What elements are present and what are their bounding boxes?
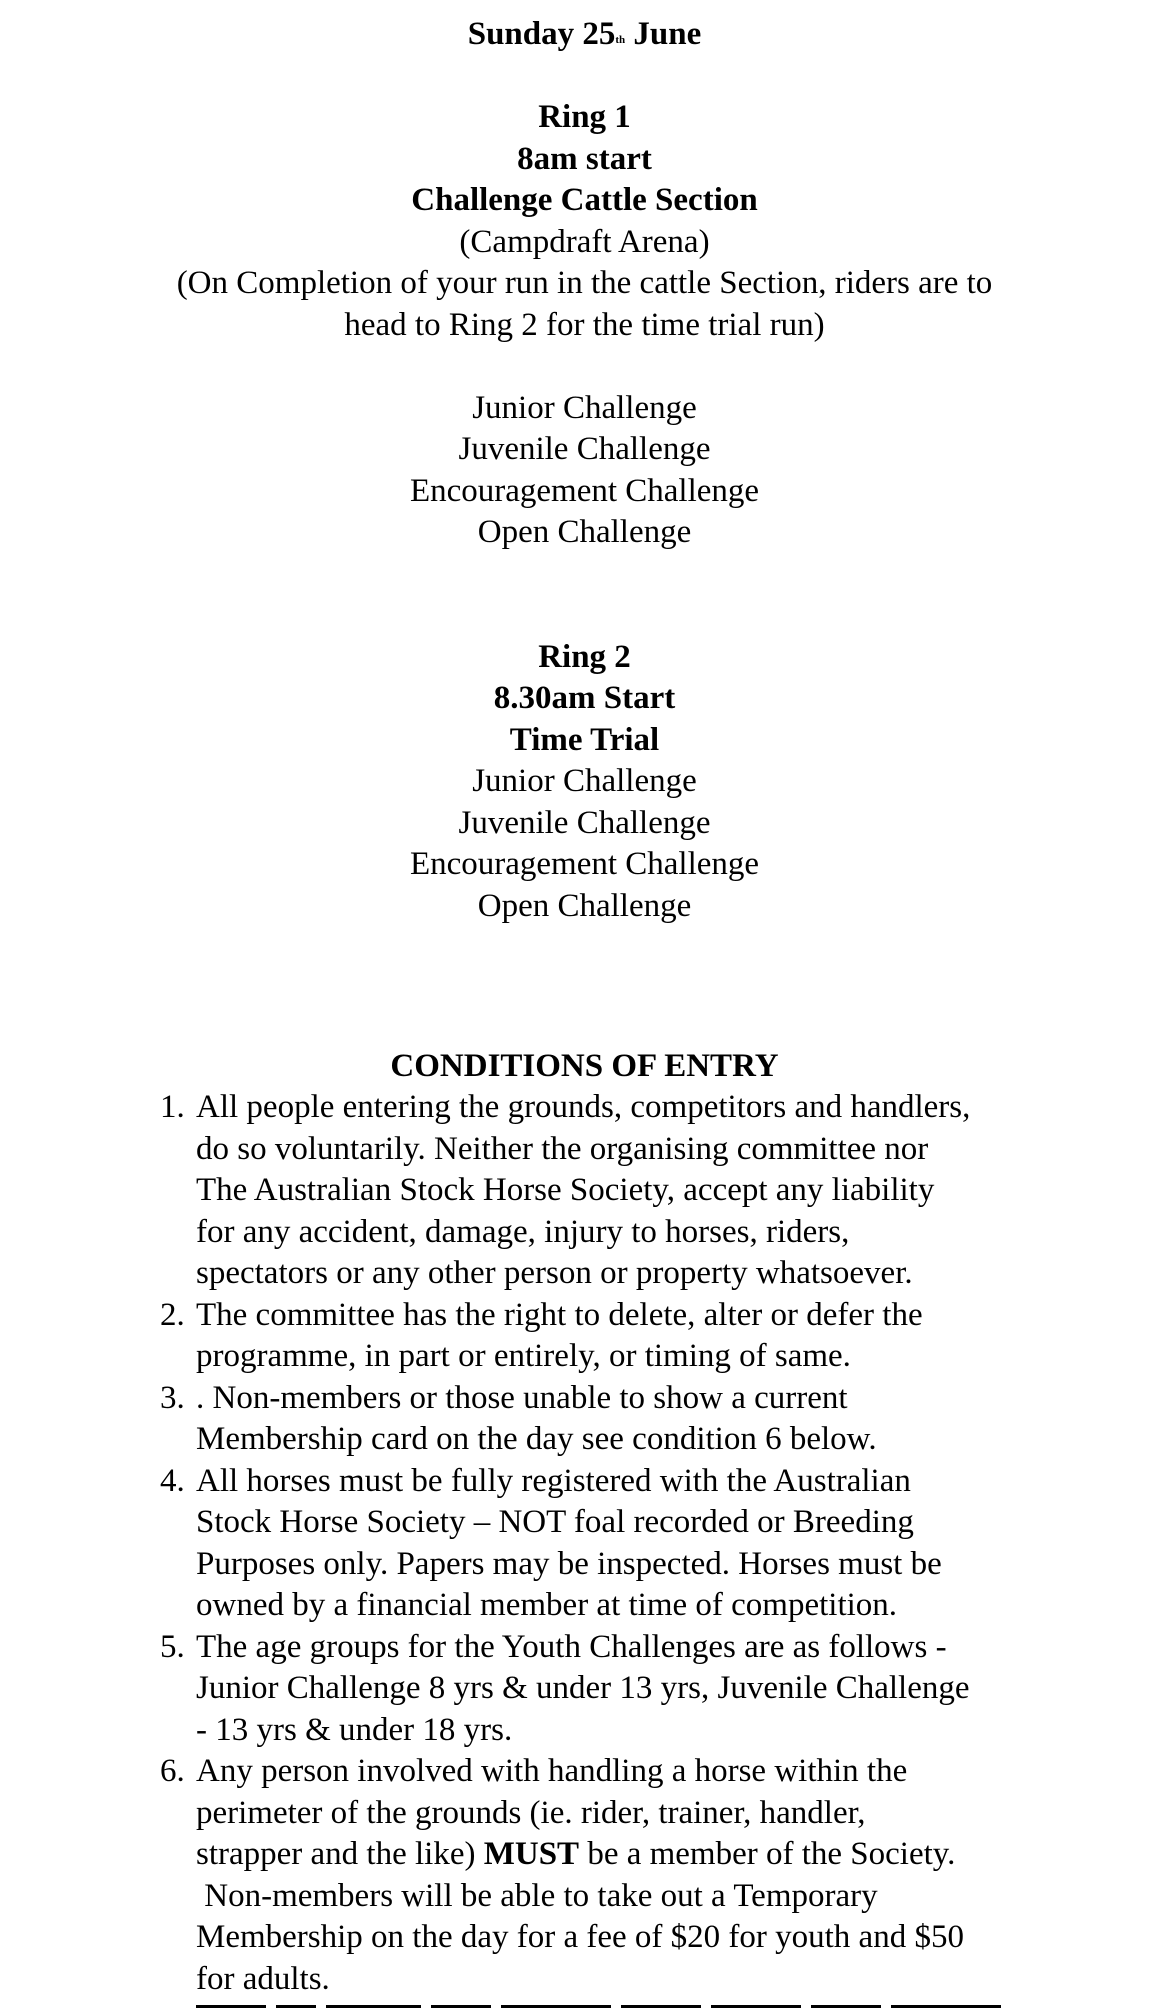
condition-line: The Australian Stock Horse Society, accept any liability: [196, 1172, 935, 1208]
condition-item: [150, 1751, 1050, 2000]
condition-text: be a member of the Society.: [579, 1836, 956, 1872]
condition-line: for any accident, damage, injury to horses, riders,: [196, 1213, 850, 1250]
condition-item: [150, 1461, 1050, 1627]
condition-text: strapper and the like): [196, 1836, 484, 1872]
ring2-class: Juvenile Challenge: [458, 804, 711, 841]
condition-item: [150, 1295, 1050, 1378]
condition-line: . Non-members or those unable to show a current: [196, 1379, 848, 1416]
condition-line: All people entering the grounds, competitors and handlers,: [196, 1089, 971, 1125]
conditions-title: CONDITIONS OF ENTRY: [390, 1048, 779, 1084]
condition-number: 5.: [160, 1628, 185, 1665]
condition-item: [150, 1627, 1050, 1752]
ring1-venue: (Campdraft Arena): [459, 223, 710, 260]
ring1-note-line: head to Ring 2 for the time trial run): [344, 306, 825, 343]
day-heading-date: Sunday 25: [467, 16, 616, 52]
ring2-title: Ring 2: [538, 638, 631, 675]
ring2-class: Junior Challenge: [472, 763, 697, 799]
ring1-class: Junior Challenge: [472, 389, 697, 426]
ring1-class: Encouragement Challenge: [409, 472, 760, 509]
cut-off-text-fragment: [196, 1996, 1016, 2008]
cut-off-text-strokes: [196, 1997, 1016, 2008]
ring1-class: Juvenile Challenge: [458, 431, 711, 467]
condition-line: - 13 yrs & under 18 yrs.: [196, 1711, 513, 1748]
ring1-section: Challenge Cattle Section: [411, 182, 758, 218]
condition-item: [150, 1378, 1050, 1461]
condition-line: [196, 1834, 1050, 1876]
ring2-section: Time Trial: [509, 721, 660, 758]
ring1-class: Open Challenge: [477, 514, 692, 550]
ring1-start-time: 8am start: [517, 140, 652, 177]
day-heading-month: June: [625, 16, 702, 52]
condition-line: Stock Horse Society – NOT foal recorded or Breeding: [196, 1504, 914, 1540]
schedule-block: [0, 14, 1169, 927]
condition-line: Non-members will be able to take out a Temporary: [196, 1877, 878, 1914]
condition-line: The committee has the right to delete, alter or defer the: [196, 1296, 923, 1333]
condition-line: Junior Challenge 8 yrs & under 13 yrs, Juvenile Challenge: [196, 1670, 970, 1706]
condition-line: programme, in part or entirely, or timing of same.: [196, 1338, 851, 1374]
day-heading: [0, 14, 1169, 56]
condition-number: 4.: [160, 1462, 185, 1499]
ring2-class: Open Challenge: [477, 887, 692, 924]
condition-number: 2.: [160, 1296, 185, 1333]
condition-line: Membership on the day for a fee of $20 for youth and $50: [196, 1919, 964, 1955]
condition-line: spectators or any other person or property whatsoever.: [196, 1255, 913, 1291]
day-heading-ordinal: th: [615, 34, 626, 46]
ring1-title: Ring 1: [538, 99, 631, 135]
condition-emphasis: MUST: [483, 1836, 580, 1872]
condition-line: do so voluntarily. Neither the organising committee nor: [196, 1130, 929, 1167]
condition-line: owned by a financial member at time of competition.: [196, 1587, 898, 1623]
ring2-class: Encouragement Challenge: [409, 846, 760, 882]
condition-line: The age groups for the Youth Challenges are as follows -: [196, 1628, 947, 1665]
condition-number: 6.: [160, 1753, 185, 1789]
condition-line: perimeter of the grounds (ie. rider, trainer, handler,: [196, 1794, 866, 1831]
condition-item: [150, 1087, 1050, 1295]
ring1-note-line: (On Completion of your run in the cattle Section, riders are to: [176, 265, 993, 301]
ring2-start-time: 8.30am Start: [493, 680, 676, 716]
condition-number: 1.: [160, 1089, 185, 1125]
condition-line: Membership card on the day see condition 6 below.: [196, 1421, 877, 1457]
condition-number: 3.: [160, 1379, 185, 1416]
condition-line: Purposes only. Papers may be inspected. Horses must be: [196, 1545, 942, 1582]
condition-line: Any person involved with handling a horse within the: [196, 1753, 908, 1789]
condition-line: All horses must be fully registered with the Australian: [196, 1462, 911, 1499]
condition-line: for adults.: [196, 1960, 330, 1997]
conditions-list: [150, 1087, 1050, 2000]
